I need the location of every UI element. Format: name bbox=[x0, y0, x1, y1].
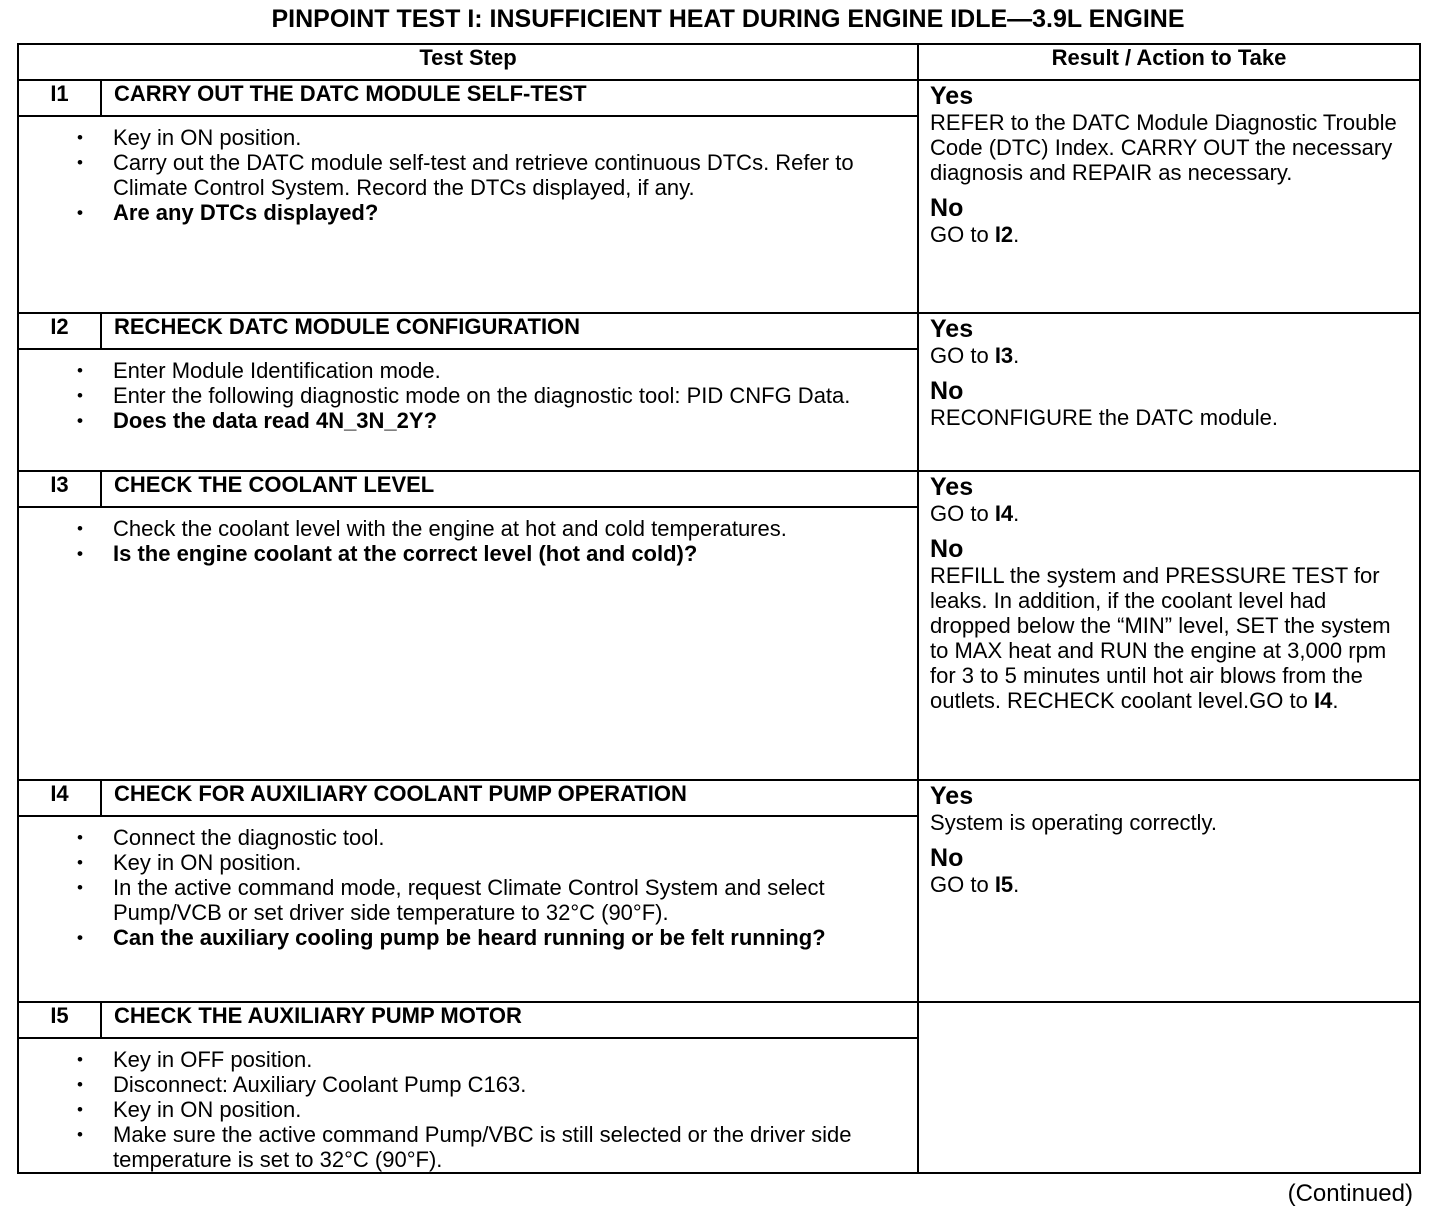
bullet-item: • Key in OFF position. bbox=[113, 1047, 887, 1072]
no-action bbox=[930, 563, 1413, 713]
step-bullets bbox=[19, 508, 917, 566]
step-body bbox=[18, 507, 918, 779]
yes-action bbox=[930, 501, 1413, 526]
no-action-end: . bbox=[1013, 222, 1020, 248]
step-id: I1 bbox=[18, 80, 101, 116]
bullet-item: • In the active command mode, request Climate Control System and select Pump/VCB or set driver side temperature to 32°C (90°F). bbox=[113, 875, 887, 925]
no-action: RECONFIGURE the DATC module. bbox=[930, 405, 1279, 431]
yes-action bbox=[930, 343, 1413, 368]
bullet-item: • Disconnect: Auxiliary Coolant Pump C163. bbox=[113, 1072, 887, 1097]
yes-action-text: GO to bbox=[930, 343, 995, 369]
step-bullets bbox=[19, 817, 917, 950]
bullet-item: • Check the coolant level with the engine at hot and cold temperatures. bbox=[113, 516, 887, 541]
step-id: I4 bbox=[18, 780, 101, 816]
step-reference: I4 bbox=[1313, 688, 1333, 714]
step-reference: I4 bbox=[994, 501, 1014, 527]
no-action bbox=[930, 872, 1413, 897]
no-action-end: . bbox=[1332, 688, 1339, 714]
bullet-item: • Carry out the DATC module self-test and retrieve continuous DTCs. Refer to Climate Control System. Record the DTCs displayed, if any. bbox=[113, 150, 887, 200]
test-step-header: Test Step bbox=[18, 44, 918, 80]
step-result bbox=[918, 780, 1420, 1002]
step-title: CHECK FOR AUXILIARY COOLANT PUMP OPERATION bbox=[101, 780, 918, 816]
step-bullets bbox=[19, 117, 917, 225]
yes-action: REFER to the DATC Module Diagnostic Trouble Code (DTC) Index. CARRY OUT the necessary diagnosis and REPAIR as necessary. bbox=[930, 110, 1397, 186]
step-title-row bbox=[18, 471, 1420, 507]
page-title: PINPOINT TEST I: INSUFFICIENT HEAT DURING ENGINE IDLE—3.9L ENGINE bbox=[271, 5, 1185, 33]
step-title-row bbox=[18, 313, 1420, 349]
step-title: RECHECK DATC MODULE CONFIGURATION bbox=[101, 313, 918, 349]
step-question: • Are any DTCs displayed? bbox=[113, 200, 887, 225]
step-title-row bbox=[18, 780, 1420, 816]
no-action-text: REFILL the system and PRESSURE TEST for leaks. In addition, if the coolant level had dropped below the “MIN” level, SET the system to MAX heat and RUN the engine at 3,000 rpm for 3 to 5 minutes until hot air blows from the outlets. RECHECK coolant level.GO to bbox=[930, 563, 1391, 714]
continued-label: (Continued) bbox=[1287, 1180, 1413, 1207]
step-body bbox=[18, 116, 918, 313]
step-id: I2 bbox=[18, 313, 101, 349]
no-label: No bbox=[930, 377, 964, 406]
bullet-item: • Key in ON position. bbox=[113, 125, 887, 150]
step-bullets bbox=[19, 350, 917, 433]
step-title: CHECK THE AUXILIARY PUMP MOTOR bbox=[101, 1002, 918, 1038]
step-result bbox=[918, 1002, 1420, 1173]
bullet-item: • Enter Module Identification mode. bbox=[113, 358, 887, 383]
bullet-item: • Connect the diagnostic tool. bbox=[113, 825, 887, 850]
step-body bbox=[18, 816, 918, 1002]
yes-label: Yes bbox=[930, 315, 974, 344]
no-action-end: . bbox=[1013, 871, 1020, 897]
yes-label: Yes bbox=[930, 82, 974, 111]
step-title-row bbox=[18, 1002, 1420, 1038]
step-reference: I5 bbox=[994, 871, 1014, 897]
step-body bbox=[18, 349, 918, 471]
step-result bbox=[918, 471, 1420, 779]
step-id: I5 bbox=[18, 1002, 101, 1038]
no-label: No bbox=[930, 843, 964, 872]
step-question: • Is the engine coolant at the correct level (hot and cold)? bbox=[113, 541, 887, 566]
bullet-item: • Key in ON position. bbox=[113, 850, 887, 875]
no-action-text: GO to bbox=[930, 871, 995, 897]
result-action-header: Result / Action to Take bbox=[918, 44, 1420, 80]
step-question: • Can the auxiliary cooling pump be heard running or be felt running? bbox=[113, 925, 887, 950]
yes-label: Yes bbox=[930, 473, 974, 502]
step-bullets bbox=[19, 1039, 917, 1172]
step-id: I3 bbox=[18, 471, 101, 507]
no-action-text: GO to bbox=[930, 222, 995, 248]
bullet-item: • Key in ON position. bbox=[113, 1097, 887, 1122]
step-title-row bbox=[18, 80, 1420, 116]
yes-action: System is operating correctly. bbox=[930, 809, 1217, 835]
bullet-item: • Enter the following diagnostic mode on the diagnostic tool: PID CNFG Data. bbox=[113, 383, 887, 408]
step-result bbox=[918, 313, 1420, 471]
step-question: • Does the data read 4N_3N_2Y? bbox=[113, 408, 887, 433]
step-body bbox=[18, 1038, 918, 1173]
step-result bbox=[918, 80, 1420, 313]
bullet-item: • Make sure the active command Pump/VBC is still selected or the driver side temperature is set to 32°C (90°F). bbox=[113, 1122, 887, 1172]
no-action bbox=[930, 222, 1413, 247]
yes-label: Yes bbox=[930, 781, 974, 810]
step-title: CHECK THE COOLANT LEVEL bbox=[101, 471, 918, 507]
pinpoint-test-table bbox=[17, 43, 1421, 1174]
step-reference: I3 bbox=[994, 343, 1014, 369]
step-reference: I2 bbox=[994, 222, 1014, 248]
yes-action-text: GO to bbox=[930, 501, 995, 527]
yes-action-end: . bbox=[1013, 501, 1020, 527]
table-header-row bbox=[18, 44, 1420, 80]
no-label: No bbox=[930, 194, 964, 223]
no-label: No bbox=[930, 535, 964, 564]
yes-action-end: . bbox=[1013, 343, 1020, 369]
step-title: CARRY OUT THE DATC MODULE SELF-TEST bbox=[101, 80, 918, 116]
